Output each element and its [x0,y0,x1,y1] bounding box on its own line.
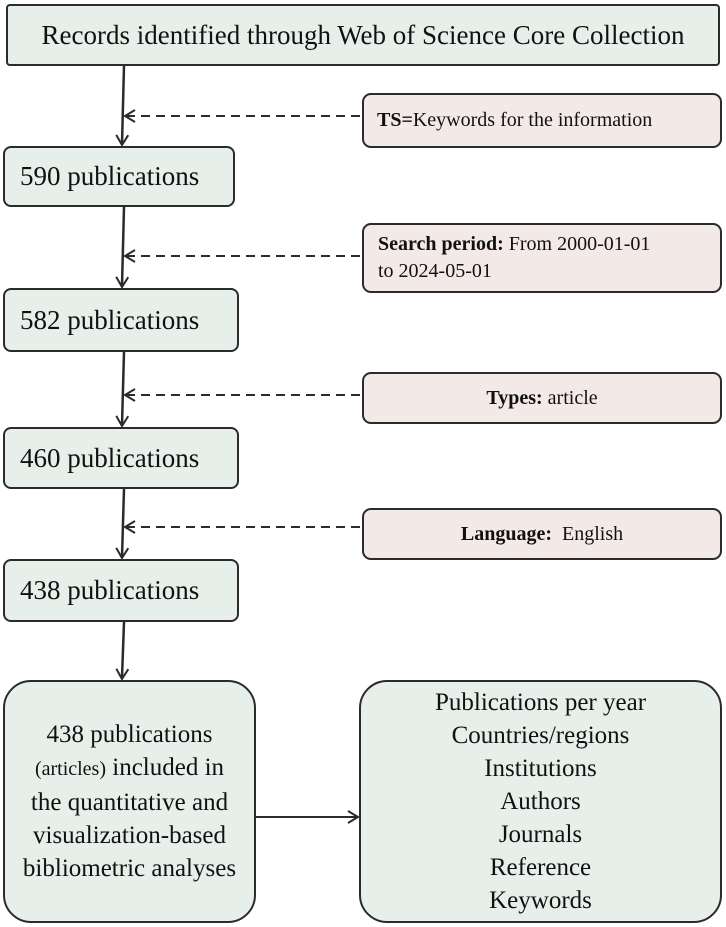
filter-language-box [362,508,722,560]
source-box-text: Records identified through Web of Science Core Collection [41,19,685,50]
arrow-438-to-final [122,622,124,678]
analysis-item: Institutions [484,755,597,782]
arrow-582-to-460 [122,352,124,425]
analysis-item: Keywords [489,887,592,914]
final-inclusion-box [3,680,256,923]
filter-period-box [362,223,722,293]
final-line-2-rest: included in [106,754,225,781]
final-line-2-small: (articles) [34,758,107,780]
arrow-590-to-582 [122,207,124,286]
filter-topic-box [362,93,722,148]
analysis-box [359,680,722,923]
stage-count: 438 publications [20,575,200,605]
filter-topic-label: TS= [377,109,413,131]
filter-language-label: Language: [460,522,552,545]
filter-language-value: English [552,522,624,545]
stage-box-590 [3,146,235,207]
final-line-2 [35,751,224,786]
analysis-item: Reference [489,854,592,881]
filter-period-label: Search period: [378,233,504,255]
stage-count: 582 publications [20,304,200,335]
analysis-item: Authors [500,788,581,815]
filter-types-label: Types: [486,386,543,409]
analysis-item: Publications per year [434,689,647,716]
stage-box-460 [3,427,239,489]
stage-count: 460 publications [20,442,200,473]
source-box [6,4,720,66]
analysis-item: Countries/regions [451,722,630,749]
filter-period-value: From 2000-01-01 [503,233,651,255]
filter-types-box [362,372,722,424]
filter-topic-value: Keywords for the information [412,109,653,131]
stage-count: 590 publications [20,161,200,191]
final-line-1: 438 publications [46,721,213,748]
filter-period-value-line2: to 2024-05-01 [378,260,492,282]
final-line-4: visualization-based [33,822,226,849]
final-line-3: the quantitative and [30,789,229,816]
analysis-item: Journals [498,821,583,848]
stage-box-438 [3,559,239,622]
final-line-5: bibliometric analyses [22,855,237,882]
stage-box-582 [3,288,239,352]
arrow-460-to-438 [122,489,124,557]
filter-types-value: article [542,386,598,409]
arrow-source-to-590 [122,66,124,144]
